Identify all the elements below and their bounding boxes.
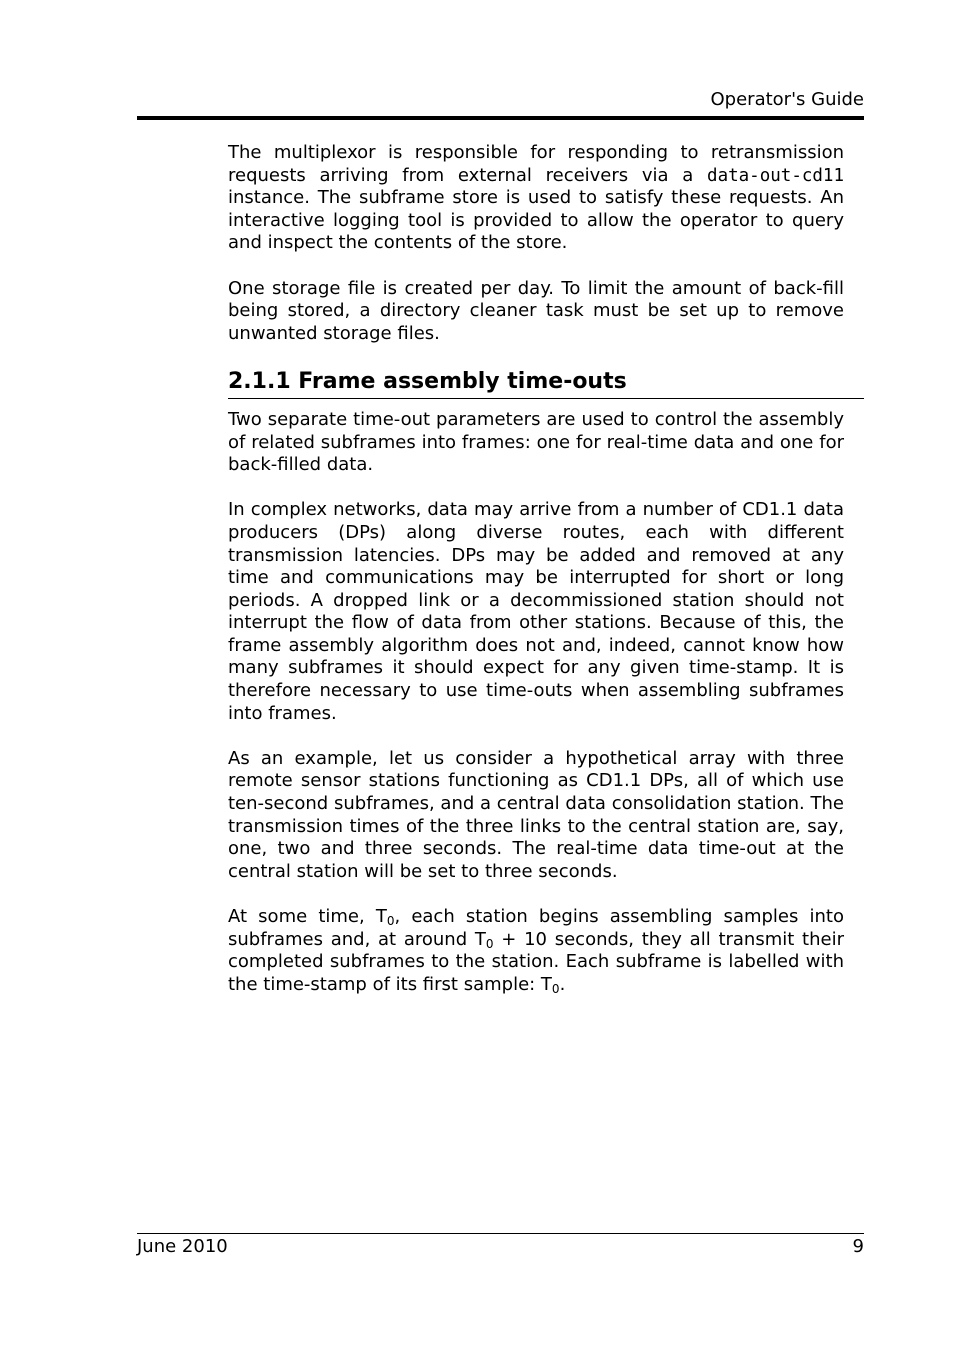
paragraph-example: As an example, let us consider a hypothetical array with three remote sensor stations functioning as CD1.1 DPs, all of which use ten-second subframes, and a central data consolidation station. The transmission times of the three links to the central station are, say, one, two and three seconds. The real-time data time-out at the central station will be set to three seconds. [228,747,844,882]
paragraph-text: The multiplexor is responsible for responding to retransmission requests arriving from external receivers via a [228,142,844,186]
paragraph-text: + 10 seconds, they all transmit their completed subframes to the station. Each subframe is labelled with the time-stamp of its first sample: T [228,928,844,995]
inline-code: data-out-cd11 [707,165,844,186]
footer-date: June 2010 [137,1236,228,1257]
paragraph-text: . [559,973,566,995]
running-header: Operator's Guide [710,89,864,110]
section-rule [228,398,864,399]
paragraph-multiplexor [228,142,844,255]
section-heading: 2.1.1 Frame assembly time-outs [228,368,627,394]
footer-rule [137,1233,864,1234]
subscript: 0 [485,936,494,951]
subscript: 0 [386,914,395,928]
paragraph-text: At some time, T [228,906,387,927]
main-content [228,142,844,1019]
paragraph-text: , each station begins assembling samples into subframes and, at around T [228,906,844,950]
page-footer [137,1235,864,1259]
paragraph-storage-file: One storage file is created per day. To limit the amount of back-fill being stored, a directory cleaner task must be set up to remove unwanted storage files. [228,277,844,344]
header-rule [137,116,864,120]
paragraph-timing [228,906,844,996]
paragraph-complex-networks: In complex networks, data may arrive from a number of CD1.1 data producers (DPs) along diverse routes, each with different transmission latencies. DPs may be added and removed at any time and communications may be interrupted for short or long periods. A dropped link or a decommissioned station should not interrupt the flow of data from other stations. Because of this, the frame assembly algorithm does not and, indeed, cannot know how many subframes it should expect for any given time-stamp. It is therefore necessary to use time-outs when assembling subframes into frames. [228,499,844,724]
paragraph-text: instance. The subframe store is used to satisfy these requests. An interactive logging tool is provided to allow the operator to query and inspect the contents of the store. [228,187,844,254]
page-number: 9 [852,1236,864,1257]
paragraph-timeout-params: Two separate time-out parameters are used to control the assembly of related subframes into frames: one for real-time data and one for back-filled data. [228,408,844,476]
subscript: 0 [551,981,560,996]
